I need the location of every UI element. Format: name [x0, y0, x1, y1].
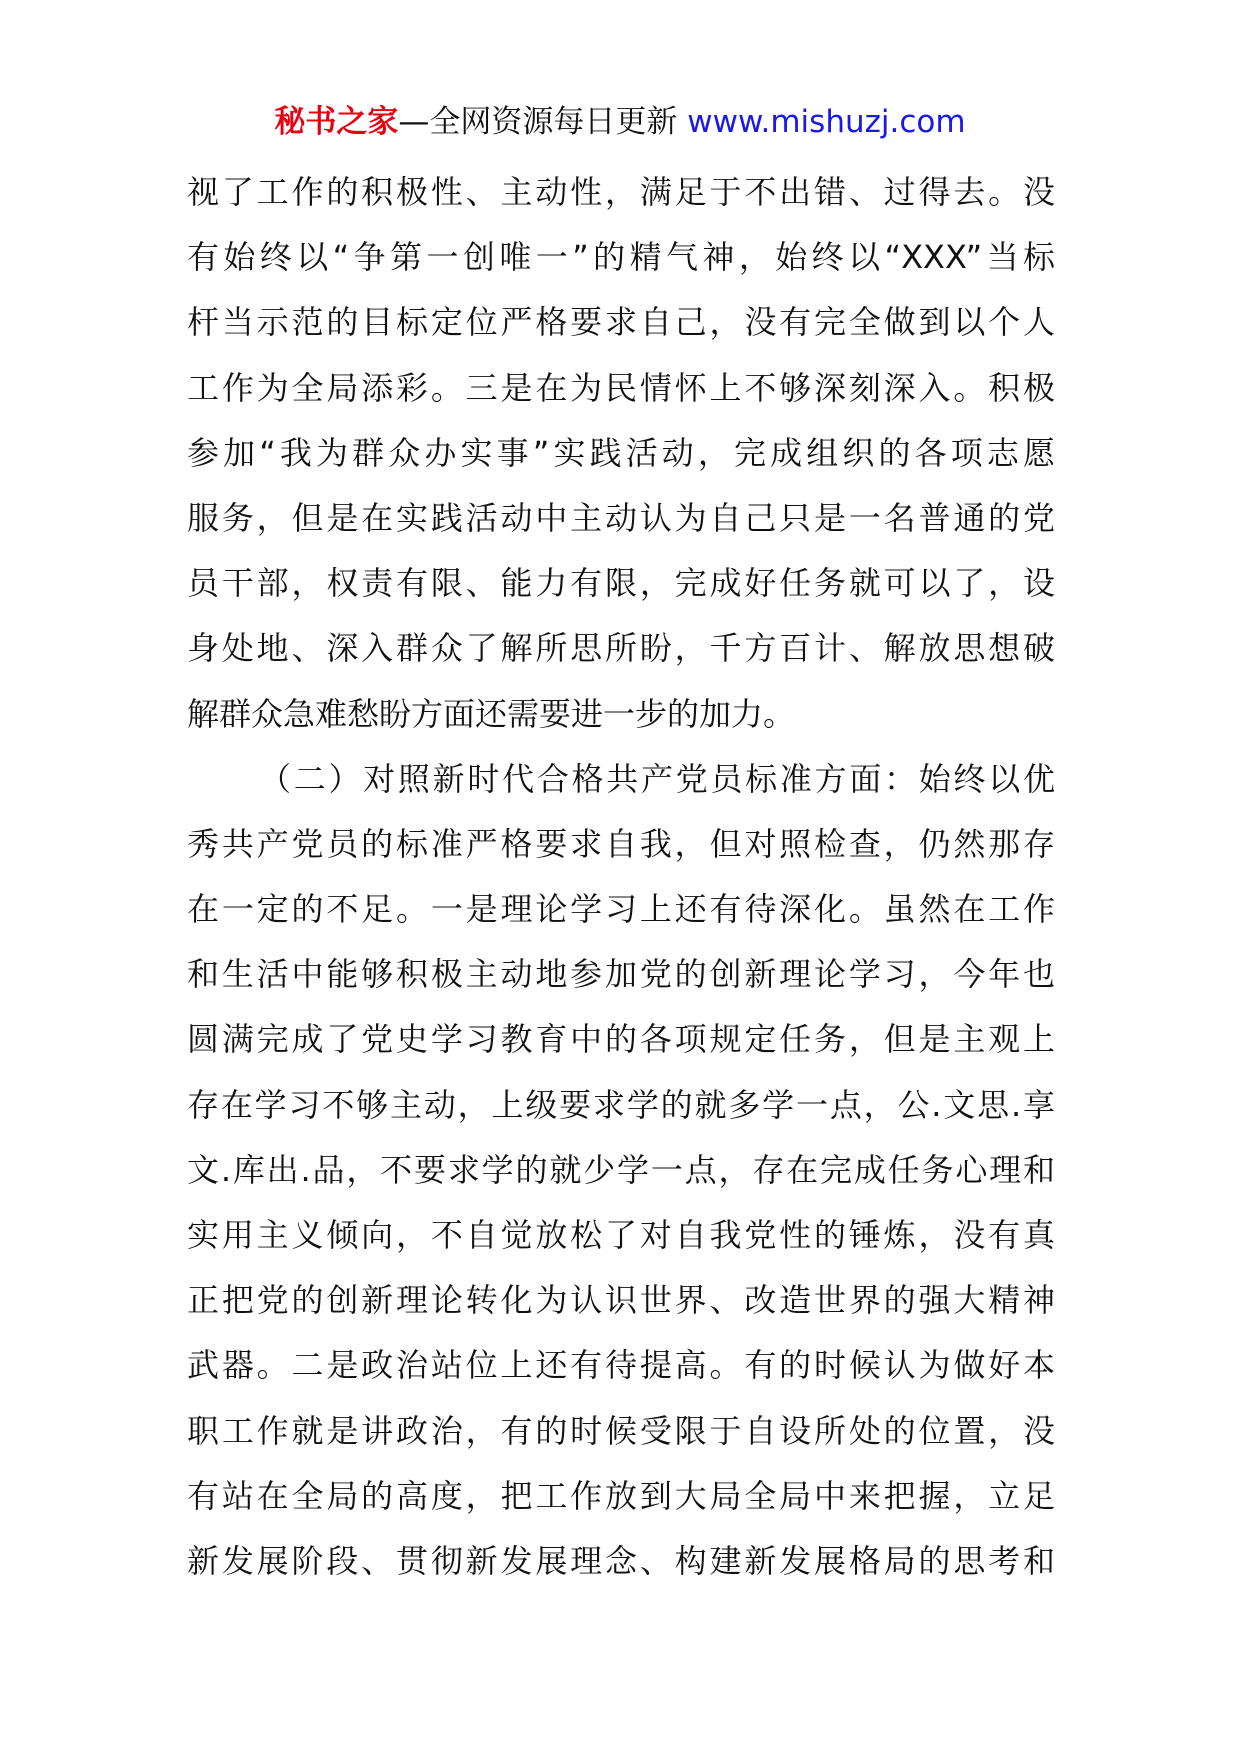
text-line: 有站在全局的高度，把工作放到大局全局中来把握，立足 — [187, 1476, 1055, 1515]
paragraph-end-line: 解群众急难愁盼方面还需要进一步的加力。 — [187, 694, 796, 733]
text-line: 服务，但是在实践活动中主动认为自己只是一名普通的党 — [187, 498, 1055, 537]
brand-name: 秘书之家 — [274, 104, 399, 140]
text-line: 杆当示范的目标定位严格要求自己，没有完全做到以个人 — [187, 303, 1055, 342]
text-line: 视了工作的积极性、主动性，满足于不出错、过得去。没 — [187, 173, 1055, 211]
text-line: 和生活中能够积极主动地参加党的创新理论学习，今年也 — [187, 955, 1055, 994]
text-line: 存在学习不够主动，上级要求学的就多学一点，公.文思.享 — [187, 1085, 1055, 1124]
text-line: 文.库出.品，不要求学的就少学一点，存在完成任务心理和 — [187, 1150, 1055, 1189]
text-line: 工作为全局添彩。三是在为民情怀上不够深刻深入。积极 — [187, 368, 1055, 407]
text-line: 员干部，权责有限、能力有限，完成好任务就可以了，设 — [187, 564, 1055, 603]
text-line: 秀共产党员的标准严格要求自我，但对照检查，仍然那存 — [187, 824, 1055, 863]
text-line: 有始终以“争第一创唯一”的精气神，始终以“XXX”当标 — [187, 238, 1055, 277]
text-line: 身处地、深入群众了解所思所盼，千方百计、解放思想破 — [187, 629, 1055, 668]
page-header — [0, 100, 1240, 144]
text-line: 参加“我为群众办实事”实践活动，完成组织的各项志愿 — [187, 433, 1055, 472]
text-line: 圆满完成了党史学习教育中的各项规定任务，但是主观上 — [187, 1020, 1055, 1059]
text-line: 正把党的创新理论转化为认识世界、改造世界的强大精神 — [187, 1281, 1055, 1320]
header-slogan: —全网资源每日更新 — [398, 104, 688, 140]
header-url[interactable]: www.mishuzj.com — [687, 104, 966, 140]
document-body — [187, 160, 1055, 1594]
text-line: 职工作就是讲政治，有的时候受限于自设所处的位置，没 — [187, 1411, 1055, 1450]
text-line: 武器。二是政治站位上还有待提高。有的时候认为做好本 — [187, 1346, 1055, 1385]
text-line: 在一定的不足。一是理论学习上还有待深化。虽然在工作 — [187, 890, 1055, 929]
text-line: 新发展阶段、贯彻新发展理念、构建新发展格局的思考和 — [187, 1541, 1055, 1580]
section-heading-line: （二）对照新时代合格共产党员标准方面：始终以优 — [259, 759, 1055, 798]
text-line: 实用主义倾向，不自觉放松了对自我党性的锤炼，没有真 — [187, 1216, 1055, 1254]
